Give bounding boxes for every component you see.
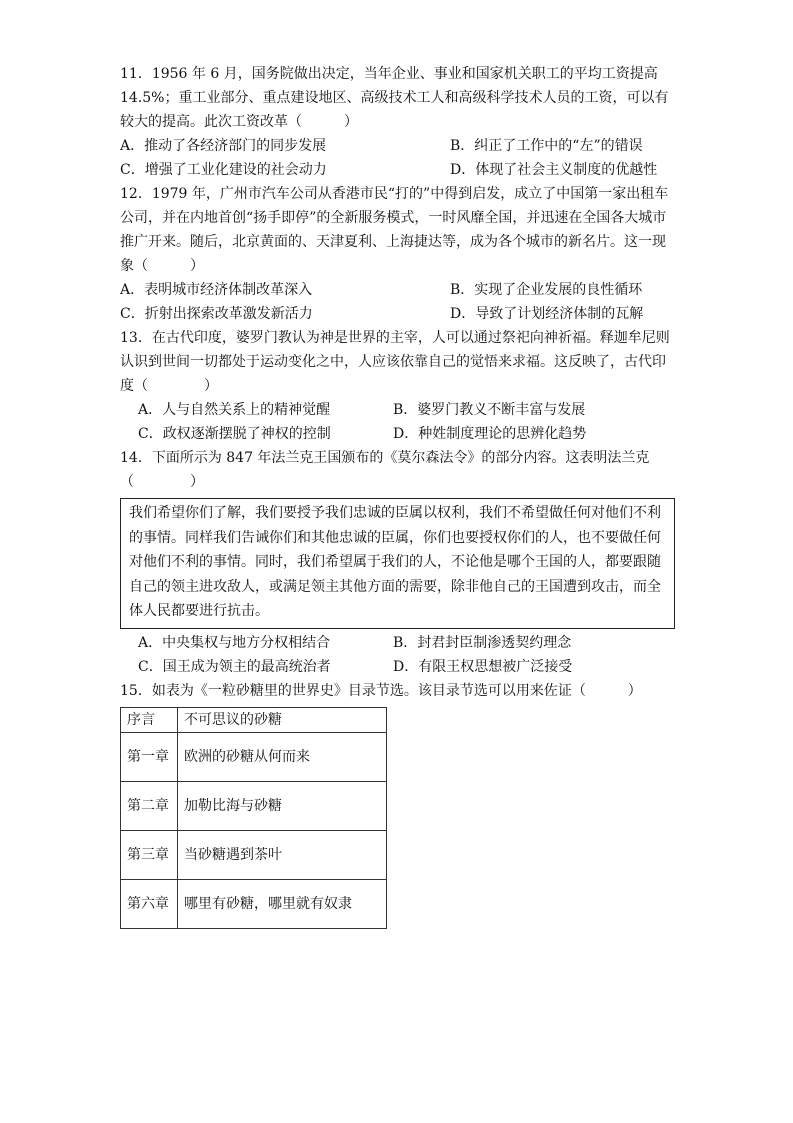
question-stem: 14．下面所示为 847 年法兰克王国颁布的《莫尔森法令》的部分内容。这表明法兰克（ ） [120,450,650,490]
options [120,278,675,326]
question-12 [120,182,675,326]
chapter-title-cell: 哪里有砂糖，哪里就有奴隶 [178,879,387,928]
chapter-cell: 第六章 [121,879,178,928]
table-row [121,879,387,928]
question-stem: 13．在古代印度，婆罗门教认为神是世界的主宰，人可以通过祭祀向神祈福。释迦牟尼则认识到世间一切都处于运动变化之中，人应该依靠自己的觉悟来求福。这反映了，古代印度（ ） [120,330,670,394]
exam-page [120,62,675,929]
option-c[interactable]: C．政权逐渐摆脱了神权的控制 [138,426,331,442]
table-row [121,732,387,781]
question-11 [120,62,675,182]
option-d[interactable]: D．导致了计划经济体制的瓦解 [450,306,644,322]
question-15 [120,679,675,929]
option-a[interactable]: A．表明城市经济体制改革深入 [120,282,313,298]
options [120,398,675,446]
options [120,134,675,182]
option-b[interactable]: B．婆罗门教义不断丰富与发展 [393,402,586,418]
option-a[interactable]: A．推动了各经济部门的同步发展 [120,138,327,154]
option-a[interactable]: A．人与自然关系上的精神觉醒 [138,402,331,418]
option-a[interactable]: A．中央集权与地方分权相结合 [138,634,331,651]
table-row [121,707,387,732]
chapter-cell: 第一章 [121,732,178,781]
contents-table [120,707,387,929]
chapter-title-cell: 加勒比海与砂糖 [178,781,387,830]
chapter-cell: 序言 [121,707,178,732]
option-b[interactable]: B．纠正了工作中的“左”的错误 [450,138,643,154]
source-quote-box: 我们希望你们了解，我们要授予我们忠诚的臣属以权利，我们不希望做任何对他们不利的事情。同样我们告诫你们和其他忠诚的臣属，你们也要授权你们的人，也不要做任何对他们不利的事情。同时，我们希望属于我们的人，不论他是哪个王国的人，都要跟随自己的领主进攻敌人，或满足领主其他方面的需要，除非他自己的王国遭到攻击，而全体人民都要进行抗击。 [120,498,675,629]
option-d[interactable]: D．种姓制度理论的思辨化趋势 [393,426,587,442]
question-14 [120,446,675,679]
option-d[interactable]: D．有限王权思想被广泛接受 [393,658,573,675]
table-row [121,781,387,830]
option-b[interactable]: B．封君封臣制渗透契约理念 [393,634,572,651]
table-row [121,830,387,879]
chapter-cell: 第三章 [121,830,178,879]
question-stem: 11．1956 年 6 月，国务院做出决定，当年企业、事业和国家机关职工的平均工资提高 14.5%；重工业部分、重点建设地区、高级技术工人和高级科学技术人员的工资，可以有较大的提高。此次工资改革（ ） [120,66,669,130]
option-c[interactable]: C．折射出探索改革激发新活力 [120,306,313,322]
options [120,631,675,679]
question-stem: 15．如表为《一粒砂糖里的世界史》目录节选。该目录节选可以用来佐证（ ） [120,682,642,699]
chapter-title-cell: 当砂糖遇到茶叶 [178,830,387,879]
question-13 [120,326,675,446]
option-c[interactable]: C．增强了工业化建设的社会动力 [120,162,327,178]
chapter-title-cell: 欧洲的砂糖从何而来 [178,732,387,781]
chapter-cell: 第二章 [121,781,178,830]
chapter-title-cell: 不可思议的砂糖 [178,707,387,732]
option-d[interactable]: D．体现了社会主义制度的优越性 [450,162,658,178]
option-b[interactable]: B．实现了企业发展的良性循环 [450,282,643,298]
question-stem: 12．1979 年，广州市汽车公司从香港市民“打的”中得到启发，成立了中国第一家出租车公司，并在内地首创“扬手即停”的全新服务模式，一时风靡全国，并迅速在全国各大城市推广开来。随后，北京黄面的、天津夏利、上海捷达等，成为各个城市的新名片。这一现象（ ） [120,186,669,274]
option-c[interactable]: C．国王成为领主的最高统治者 [138,658,331,675]
